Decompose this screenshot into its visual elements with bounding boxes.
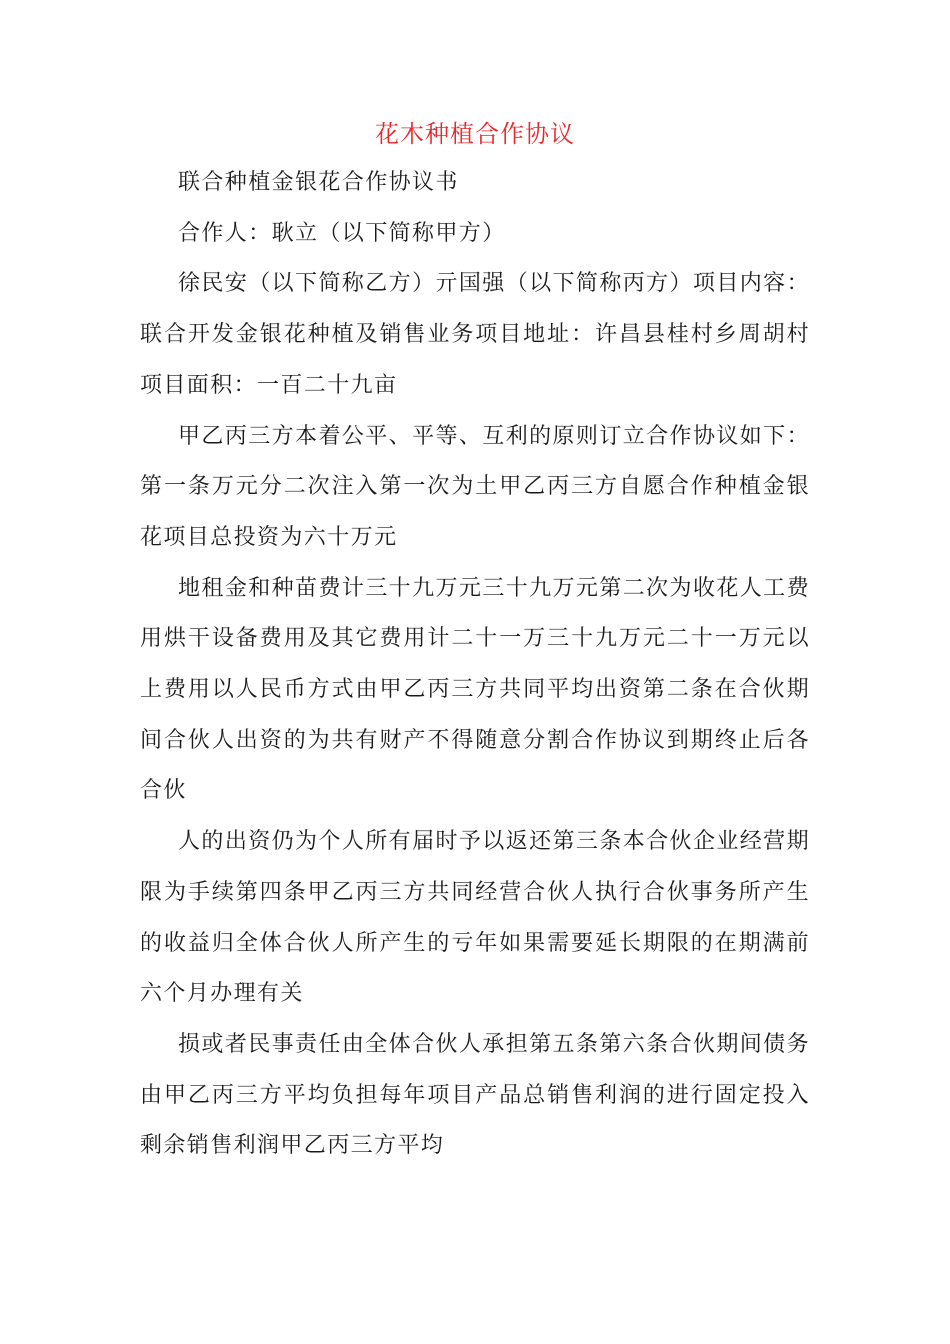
- document-title: 花木种植合作协议: [375, 120, 575, 148]
- paragraph-project-info: 徐民安（以下简称乙方）亓国强（以下简称丙方）项目内容：联合开发金银花种植及销售业务项目地址：许昌县桂村乡周胡村项目面积：一百二十九亩: [140, 271, 810, 398]
- paragraph-liability: 损或者民事责任由全体合伙人承担第五条第六条合伙期间债务由甲乙丙三方平均负担每年项目产品总销售利润的进行固定投入剩余销售利润甲乙丙三方平均: [140, 1031, 810, 1159]
- paragraph-costs: 地租金和种苗费计三十九万元三十九万元第二次为收花人工费用烘干设备费用及其它费用计二十一万三十九万元二十一万元以上费用以人民币方式由甲乙丙三方共同平均出资第二条在合伙期间合伙人出资的为共有财产不得随意分割合作协议到期终止后各合伙: [140, 575, 810, 804]
- paragraph-subtitle: 联合种植金银花合作协议书: [178, 170, 459, 195]
- paragraph-principles: 甲乙丙三方本着公平、平等、互利的原则订立合作协议如下：第一条万元分二次注入第一次为土甲乙丙三方自愿合作种植金银花项目总投资为六十万元: [140, 423, 810, 550]
- paragraph-term: 人的出资仍为个人所有届时予以返还第三条本合伙企业经营期限为手续第四条甲乙丙三方共同经营合伙人执行合伙事务所产生的收益归全体合伙人所产生的亏年如果需要延长期限的在期满前六个月办理有关: [140, 829, 810, 1007]
- document-body: [140, 158, 810, 1172]
- paragraph-party-a: 合作人：耿立（以下简称甲方）: [178, 220, 506, 246]
